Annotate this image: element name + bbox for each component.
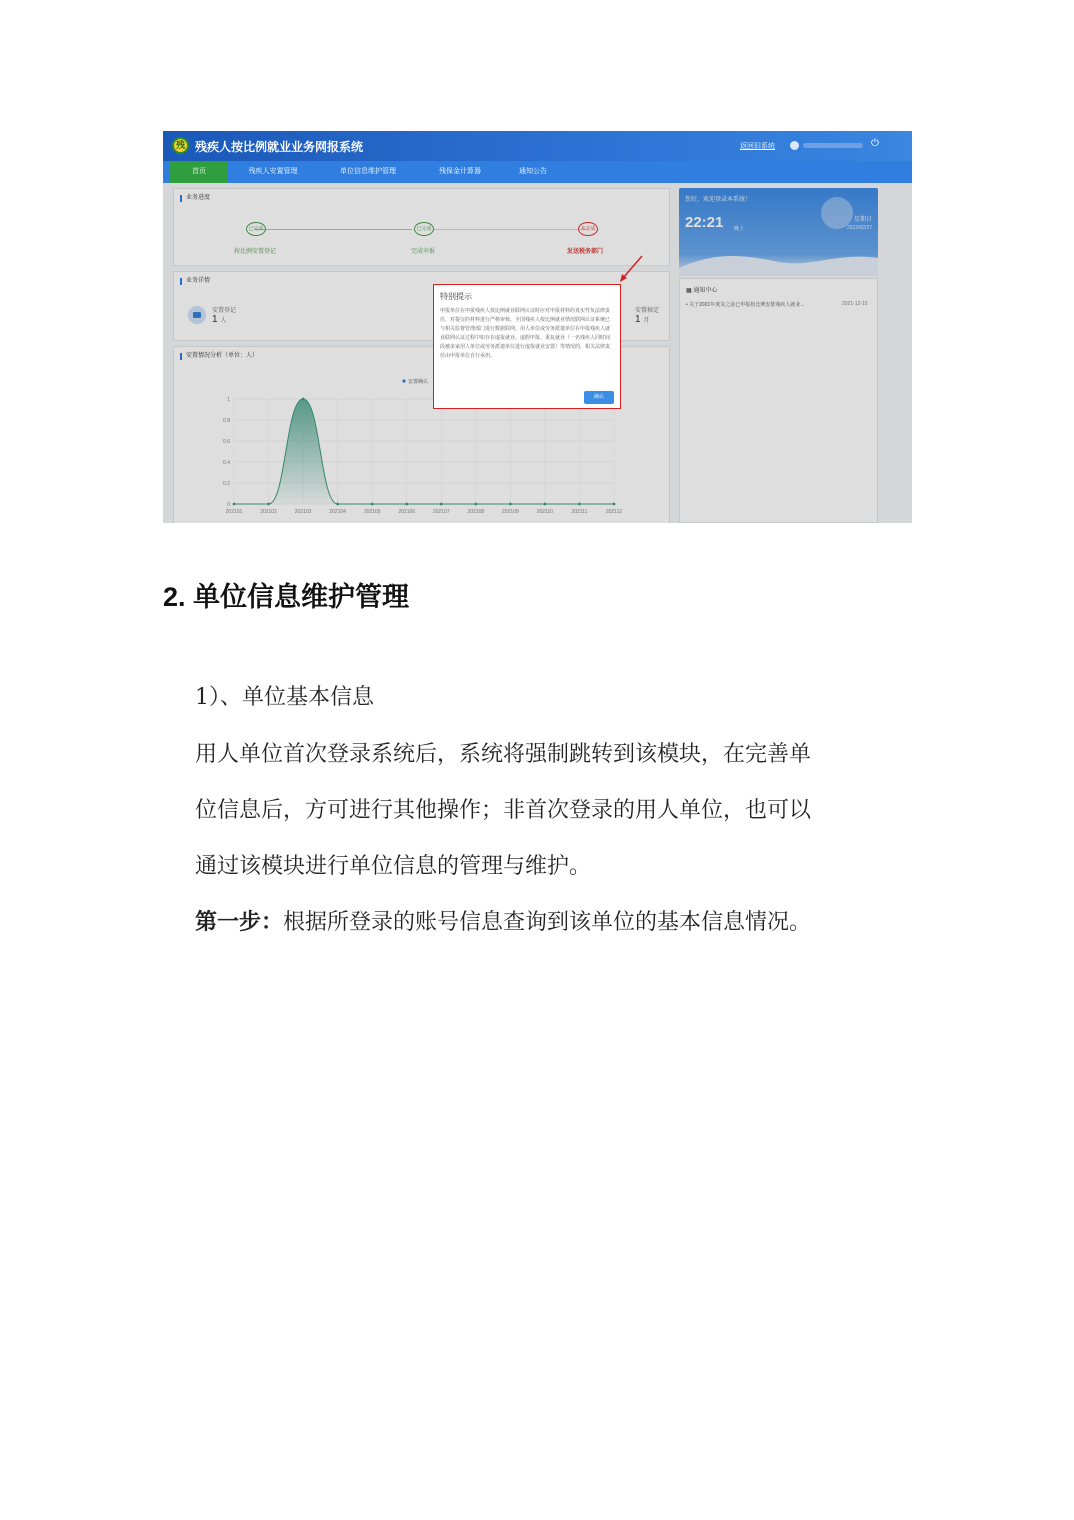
step-paragraph xyxy=(195,905,811,936)
app-title: 残疾人按比例就业业务网报系统 xyxy=(195,140,364,154)
x-tick-label: 202103 xyxy=(294,509,312,515)
stat-label: 安置登记 xyxy=(212,308,237,314)
x-tick-label: 202110 xyxy=(536,509,554,515)
panel-title: 安置情况分析（单位：人） xyxy=(180,353,258,360)
nav-disabled-placement[interactable]: 残疾人安置管理 xyxy=(248,168,298,175)
notice-item[interactable]: • 关于2021年度及之前已申报按比例安排残疾人就业... xyxy=(686,302,805,308)
top-header xyxy=(163,131,912,161)
paragraph-line: 位信息后，方可进行其他操作；非首次登录的用人单位，也可以 xyxy=(195,798,812,823)
section-heading: 2. 单位信息维护管理 xyxy=(163,582,410,612)
legend-label: 安置确认 xyxy=(408,379,429,385)
sub-heading: 1）、单位基本信息 xyxy=(195,685,374,710)
logo-icon: 残 xyxy=(172,137,189,154)
x-tick-label: 202106 xyxy=(398,509,416,515)
stat-label: 安置核定 xyxy=(635,308,660,314)
modal-body: 申报单位在申报残疾人按比例就业联网认证时应对申报材料的真实性负法律责任，对提交的材料进行严格审核。全国残疾人按比例就业情况联网认证系统已与相关监督管理部门进行数据联网。用人单位或劳务派遣单位在申报残疾人就业联网认证过程中如存在虚报就业、虚假申报、重复就业（一名残疾人同时间段被多家用人单位或劳务派遣单位进行虚报就业安置）等情况的，相关法律责任由申报单位自行承担。 xyxy=(440,308,611,359)
power-icon[interactable]: ⏻ xyxy=(871,138,879,149)
main-nav xyxy=(163,161,912,183)
stat-value: 1 人 xyxy=(212,314,227,325)
step-badge: 未完成 xyxy=(578,222,598,236)
special-notice-modal xyxy=(433,284,621,409)
nav-calculator[interactable]: 残保金计算器 xyxy=(439,168,481,175)
welcome-text: 您好，欢迎登录本系统！ xyxy=(685,197,752,203)
y-tick-label: 0.8 xyxy=(223,418,230,424)
nav-notices[interactable]: 通知公告 xyxy=(519,168,547,175)
system-screenshot xyxy=(163,131,912,523)
x-tick-label: 202101 xyxy=(225,509,243,515)
stat-value: 1 月 xyxy=(635,314,650,325)
nav-unit-info[interactable]: 单位信息维护管理 xyxy=(340,168,396,175)
avatar[interactable] xyxy=(790,141,799,150)
x-tick-label: 202108 xyxy=(467,509,485,515)
step-label: 完成申报 xyxy=(411,249,436,255)
step-badge: 已完成 xyxy=(414,222,434,236)
clock-period: 晚上 xyxy=(734,226,745,232)
user-name-blurred xyxy=(803,143,863,148)
x-tick-label: 202105 xyxy=(363,509,381,515)
step-label: 按比例安置登记 xyxy=(234,249,277,255)
notice-date: 2021-12-15 xyxy=(842,301,868,307)
clock-time: 22:21 xyxy=(685,214,724,231)
grid-icon: ▦ xyxy=(686,288,694,294)
paragraph-line: 通过该模块进行单位信息的管理与维护。 xyxy=(195,854,592,879)
date: 2022/02/27 xyxy=(846,225,872,231)
y-tick-label: 0 xyxy=(227,502,230,508)
return-old-system-link[interactable]: 返回旧系统 xyxy=(740,143,775,150)
panel-title: 业务详情 xyxy=(180,278,210,285)
modal-title: 特别提示 xyxy=(440,292,472,301)
y-tick-label: 0.2 xyxy=(223,481,230,487)
y-tick-label: 0.6 xyxy=(223,439,230,445)
step-badge: 已完成 xyxy=(246,222,266,236)
red-arrow-annotation xyxy=(618,254,646,284)
x-tick-label: 202112 xyxy=(605,509,623,515)
step-label: 第一步： xyxy=(195,910,284,935)
y-tick-label: 1 xyxy=(227,397,230,403)
step-label: 发送税务部门 xyxy=(567,249,604,255)
x-tick-label: 202111 xyxy=(571,509,588,515)
x-tick-label: 202102 xyxy=(260,509,277,515)
x-tick-label: 202107 xyxy=(432,509,450,515)
notice-title: ▦ 通知中心 xyxy=(686,288,718,294)
paragraph-line: 用人单位首次登录系统后，系统将强制跳转到该模块，在完善单 xyxy=(195,742,812,767)
confirm-button[interactable]: 确认 xyxy=(584,391,614,404)
weekday: 星期日 xyxy=(853,217,872,223)
x-tick-label: 202104 xyxy=(329,509,346,515)
nav-home[interactable]: 首页 xyxy=(170,161,228,183)
y-tick-label: 0.4 xyxy=(223,460,230,466)
step-text: 根据所登录的账号信息查询到该单位的基本信息情况。 xyxy=(283,910,812,935)
panel-title: 业务进度 xyxy=(180,195,210,202)
x-tick-label: 202109 xyxy=(502,509,519,515)
